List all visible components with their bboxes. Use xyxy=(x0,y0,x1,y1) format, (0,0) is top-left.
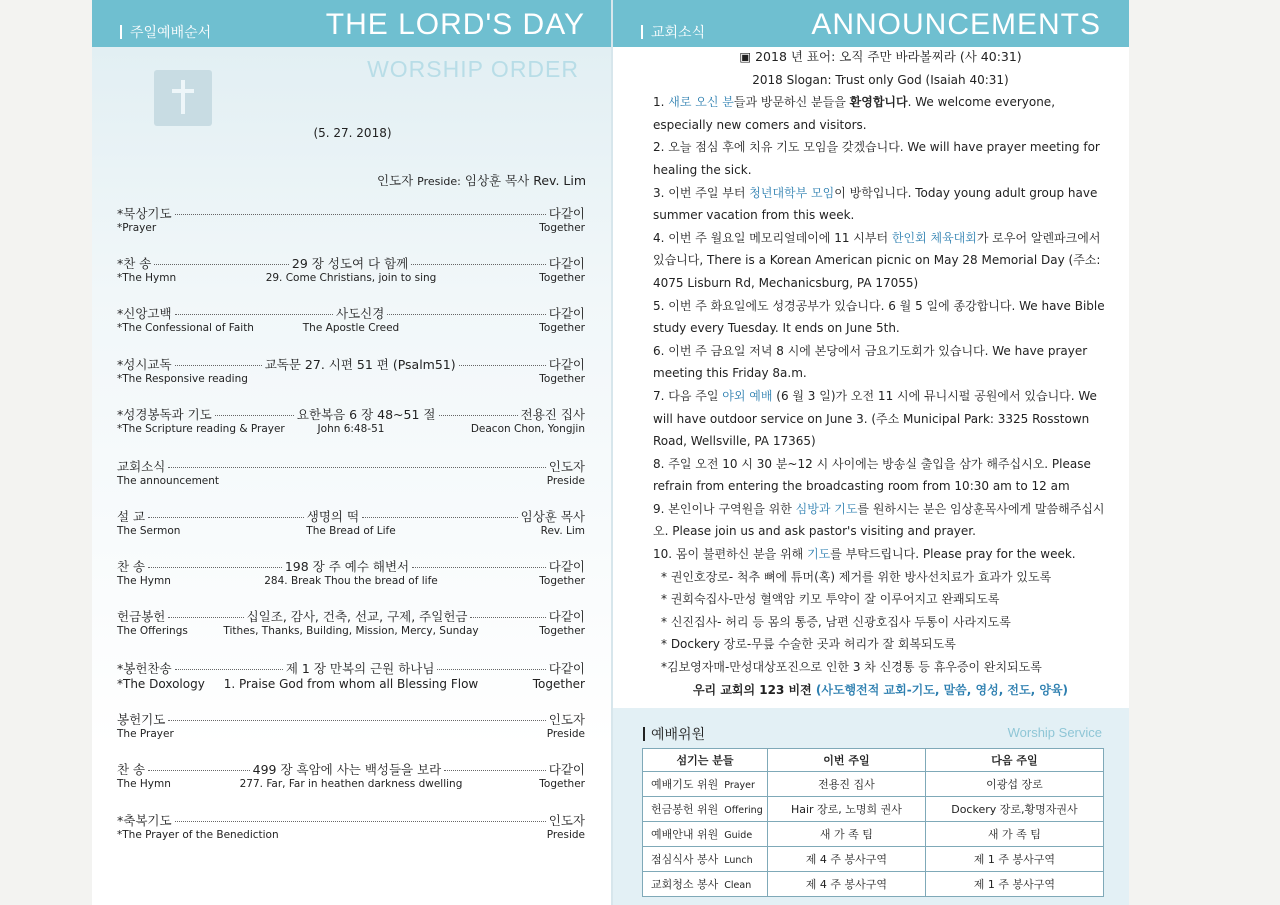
order-content-ko: 요한복음 6 장 48~51 절 xyxy=(296,407,436,422)
service-next-week: Dockery 장로,황명자권사 xyxy=(925,797,1103,822)
prayer-request-item: * 신진집사- 허리 등 몸의 통증, 남편 신광호집사 두통이 사라지도록 xyxy=(661,614,1011,629)
order-leader-en: Preside xyxy=(546,829,585,841)
order-item xyxy=(117,557,585,597)
order-leader-en: Together xyxy=(539,322,585,334)
order-part-en: The Hymn xyxy=(117,575,171,587)
announcement-item xyxy=(653,91,1108,136)
prayer-request-item: * 권인호장로- 척추 뼈에 튜머(혹) 제거를 위한 방사선치료가 효과가 있도록 xyxy=(661,569,1052,584)
order-line-korean xyxy=(117,811,585,829)
order-part-ko: 교회소식 xyxy=(117,459,166,474)
order-content-ko: 499 장 흑암에 사는 백성들을 보라 xyxy=(252,762,442,777)
order-item xyxy=(117,507,585,547)
order-leader-ko: 임상훈 목사 xyxy=(520,509,586,524)
order-leader-en: Rev. Lim xyxy=(540,525,585,537)
header-title: THE LORD'S DAY xyxy=(325,8,585,41)
table-header-row xyxy=(643,749,1104,772)
order-leader-ko: 다같이 xyxy=(548,762,585,777)
announcement-item xyxy=(653,543,1108,566)
order-leader-en: Deacon Chon, Yongjin xyxy=(470,423,585,435)
service-this-week: 제 4 주 봉사구역 xyxy=(768,872,926,897)
dotted-leader xyxy=(439,415,518,416)
announcement-item xyxy=(653,295,1108,340)
announcement-text: 2. 오늘 점심 후에 치유 기도 모임을 갖겠습니다. We will have prayer meeting for healing the sick. xyxy=(653,140,1100,177)
scan-margin-right xyxy=(1129,0,1280,905)
order-part-en: *The Hymn xyxy=(117,272,177,284)
dotted-leader xyxy=(215,415,294,416)
order-leader-ko: 다같이 xyxy=(548,306,586,321)
service-table xyxy=(642,748,1104,897)
order-part-en: *Prayer xyxy=(117,222,157,234)
announcement-highlight: 심방과 기도 xyxy=(795,501,858,516)
order-content-en: 1. Praise God from whom all Blessing Flow xyxy=(223,677,479,691)
service-date: (5. 27. 2018) xyxy=(313,126,392,140)
announcement-list xyxy=(653,46,1108,701)
order-item xyxy=(117,204,585,244)
service-role xyxy=(643,847,768,872)
order-content-ko: 제 1 장 만복의 근원 하나님 xyxy=(285,661,435,676)
vision-label: 우리 교회의 123 비젼 xyxy=(692,682,812,697)
order-part-ko: 찬 송 xyxy=(117,762,146,777)
column-header: 섬기는 분들 xyxy=(643,749,768,772)
announcement-bold: 환영합니다 xyxy=(849,95,908,110)
announcement-item xyxy=(653,136,1108,181)
order-content-en: 284. Break Thou the bread of life xyxy=(264,575,438,587)
order-leader-ko: 다같이 xyxy=(548,559,586,574)
service-role-en: Lunch xyxy=(724,855,753,866)
table-row xyxy=(643,822,1104,847)
order-line-korean xyxy=(117,557,585,575)
order-part-ko: *성시교독 xyxy=(117,357,172,372)
column-header: 다음 주일 xyxy=(925,749,1103,772)
order-part-ko: *봉헌찬송 xyxy=(117,661,172,676)
dotted-leader xyxy=(470,617,545,618)
announcement-highlight: 야외 예배 xyxy=(722,388,773,403)
dotted-leader xyxy=(444,770,546,771)
service-role-ko: 예배기도 위원 xyxy=(651,778,719,791)
order-leader-ko: 인도자 xyxy=(548,813,585,828)
announcement-text: 4. 이번 주 월요일 메모리얼데이에 11 시부터 xyxy=(653,230,892,245)
dotted-leader xyxy=(437,669,545,670)
service-title: 예배위원 xyxy=(643,724,705,744)
order-content-ko: 생명의 떡 xyxy=(306,509,360,524)
order-leader-en: Together xyxy=(539,373,585,385)
announcement-text: 3. 이번 주일 부터 xyxy=(653,185,750,200)
announcement-text: (6 월 3 일)가 오전 11 시에 뮤니시펄 공원에서 있습니다. We will have outdoor service on June 3. (주소 Municipal Park: 3325 Rosstown Road, Wellsville, PA 17365) xyxy=(653,388,1097,449)
announcement-item xyxy=(653,385,1108,453)
dotted-leader xyxy=(412,567,546,568)
order-leader-ko: 다같이 xyxy=(548,609,586,624)
announcement-item xyxy=(653,498,1108,543)
service-role-en: Offering xyxy=(724,805,763,816)
header-band xyxy=(92,0,613,47)
order-leader-en: Together xyxy=(539,778,585,790)
order-leader-ko: 다같이 xyxy=(548,357,586,372)
order-part-ko: *찬 송 xyxy=(117,256,152,271)
order-content-en: The Apostle Creed xyxy=(302,322,400,334)
announcement-text: 를 원하시는 분은 임상훈목사에게 말씀해주십시오. Please join us and ask pastor's visiting and prayer. xyxy=(653,501,1105,539)
preside-label-en: Preside: xyxy=(417,175,461,188)
announcement-item xyxy=(653,227,1108,295)
announcement-text: 5. 이번 주 화요일에도 성경공부가 있습니다. 6 월 5 일에 종강합니다. We have Bible study every Tuesday. It ends on June 5th. xyxy=(653,298,1105,336)
dotted-leader xyxy=(168,720,545,721)
order-part-en: *The Confessional of Faith xyxy=(117,322,254,334)
service-role-en: Prayer xyxy=(724,780,755,791)
order-part-en: *The Scripture reading & Prayer xyxy=(117,423,285,435)
dotted-leader xyxy=(148,567,282,568)
service-role xyxy=(643,822,768,847)
service-next-week: 제 1 주 봉사구역 xyxy=(925,872,1103,897)
order-part-en: The Offerings xyxy=(117,625,188,637)
announcement-highlight: 새로 오신 분 xyxy=(668,95,734,110)
worship-service-section xyxy=(613,708,1129,905)
scan-margin-left xyxy=(0,0,92,905)
service-role-en: Guide xyxy=(724,830,753,841)
cross-icon xyxy=(154,70,212,126)
preside-label: 인도자 xyxy=(376,173,414,188)
order-content-ko: 교독문 27. 시편 51 편 (Psalm51) xyxy=(264,357,456,372)
announcement-text: 8. 주일 오전 10 시 30 분~12 시 사이에는 방송실 출입을 삼가 해주십시오. Please refrain from entering the broadcasting room from 10:30 am to 12 am xyxy=(653,456,1091,494)
order-line-korean xyxy=(117,405,585,423)
order-part-en: The Prayer xyxy=(117,728,174,740)
order-item xyxy=(117,607,585,647)
announcement-items xyxy=(653,91,1108,565)
service-next-week: 새 가 족 팀 xyxy=(925,822,1103,847)
announcement-text: 1. xyxy=(653,95,669,110)
header-subtitle: WORSHIP ORDER xyxy=(367,56,579,82)
dotted-leader xyxy=(168,467,545,468)
order-content-ko: 사도신경 xyxy=(336,306,385,321)
service-role-ko: 예배안내 위원 xyxy=(651,828,719,841)
service-this-week: 전용진 집사 xyxy=(768,772,926,797)
order-item xyxy=(117,355,585,395)
dotted-leader xyxy=(168,617,243,618)
preside-line xyxy=(377,171,586,189)
order-line-korean xyxy=(117,607,585,625)
order-leader-ko: 다같이 xyxy=(548,661,585,676)
dotted-leader xyxy=(175,365,262,366)
dotted-leader xyxy=(362,517,518,518)
order-content-en: 277. Far, Far in heathen darkness dwelling xyxy=(239,778,463,790)
order-content-ko: 29 장 성도여 다 함께 xyxy=(291,256,409,271)
dotted-leader xyxy=(175,314,333,315)
table-row xyxy=(643,797,1104,822)
service-role-en: Clean xyxy=(724,880,752,891)
order-part-ko: 설 교 xyxy=(117,509,146,524)
service-role-ko: 헌금봉헌 위원 xyxy=(651,803,719,816)
order-line-korean xyxy=(117,304,585,322)
order-part-en: *The Doxology xyxy=(117,677,205,691)
header-band xyxy=(613,0,1129,47)
service-role xyxy=(643,872,768,897)
order-content-en: 29. Come Christians, join to sing xyxy=(265,272,437,284)
order-part-ko: *성경봉독과 기도 xyxy=(117,407,212,422)
announcement-text: 를 부탁드립니다. Please pray for the week. xyxy=(830,547,1076,562)
order-part-en: The announcement xyxy=(117,475,220,487)
announcement-text: 이 방학입니다. Today young adult group have summer vacation from this week. xyxy=(653,185,1098,223)
service-role xyxy=(643,797,768,822)
church-vision xyxy=(653,679,1108,702)
service-this-week: 새 가 족 팀 xyxy=(768,822,926,847)
order-line-korean xyxy=(117,760,585,778)
announcements-page xyxy=(613,0,1129,905)
dotted-leader xyxy=(411,264,546,265)
table-row xyxy=(643,872,1104,897)
prayer-requests xyxy=(653,566,1108,679)
announcement-highlight: 청년대학부 모임 xyxy=(749,185,835,200)
service-this-week: Hair 장로, 노명희 권사 xyxy=(768,797,926,822)
order-line-korean xyxy=(117,355,585,373)
order-item xyxy=(117,457,585,497)
prayer-request-item: * Dockery 장로-무릎 수술한 곳과 허리가 잘 회복되도록 xyxy=(661,637,956,652)
dotted-leader xyxy=(459,365,546,366)
table-row xyxy=(643,772,1104,797)
order-leader-ko: 인도자 xyxy=(548,712,585,727)
order-item xyxy=(117,710,585,750)
order-part-ko: 봉헌기도 xyxy=(117,712,166,727)
announcement-text: 가 로우어 알렌파크에서 있습니다, There is a Korean American picnic on May 28 Memorial Day (주소: 4075 Lisburn Rd, Mechanicsburg, PA 17055) xyxy=(653,230,1101,290)
slogan-english: 2018 Slogan: Trust only God (Isaiah 40:31) xyxy=(752,72,1009,87)
announcement-text: 9. 본인이나 구역원을 위한 xyxy=(653,501,796,516)
order-leader-en: Together xyxy=(539,222,585,234)
order-leader-en: Together xyxy=(539,625,585,637)
service-next-week: 이광섭 장로 xyxy=(925,772,1103,797)
service-role-ko: 점심식사 봉사 xyxy=(651,853,719,866)
announcement-text: 들과 방문하신 분들을 xyxy=(733,95,850,110)
order-content-en: John 6:48-51 xyxy=(317,423,385,435)
announcement-item xyxy=(653,340,1108,385)
dotted-leader xyxy=(148,517,304,518)
order-part-ko: 헌금봉헌 xyxy=(117,609,166,624)
dotted-leader xyxy=(387,314,545,315)
order-line-korean xyxy=(117,457,585,475)
slogan-korean: ▣ 2018 년 표어: 오직 주만 바라볼찌라 (사 40:31) xyxy=(739,49,1022,64)
column-header: 이번 주일 xyxy=(768,749,926,772)
order-leader-ko: 다같이 xyxy=(548,256,585,271)
order-leader-en: Together xyxy=(539,575,585,587)
dotted-leader xyxy=(148,770,250,771)
order-leader-en: Preside xyxy=(546,728,585,740)
order-part-en: *The Responsive reading xyxy=(117,373,248,385)
announcement-text: 6. 이번 주 금요일 저녁 8 시에 본당에서 금요기도회가 있습니다. We have prayer meeting this Friday 8a.m. xyxy=(653,343,1088,381)
header-title: ANNOUNCEMENTS xyxy=(811,8,1101,41)
order-item xyxy=(117,760,585,800)
order-part-ko: *신앙고백 xyxy=(117,306,172,321)
announcement-item xyxy=(653,453,1108,498)
order-leader-en: Preside xyxy=(546,475,585,487)
order-item xyxy=(117,254,585,294)
order-part-ko: *묵상기도 xyxy=(117,206,172,221)
order-content-en: Tithes, Thanks, Building, Mission, Mercy, Sunday xyxy=(223,625,479,637)
service-next-week: 제 1 주 봉사구역 xyxy=(925,847,1103,872)
announcement-text: 10. 몸이 불편하신 분을 위해 xyxy=(653,547,808,562)
vision-text: (사도행전적 교회-기도, 말씀, 영성, 전도, 양육) xyxy=(811,682,1069,697)
dotted-leader xyxy=(154,264,289,265)
table-row xyxy=(643,847,1104,872)
order-part-ko: *축복기도 xyxy=(117,813,172,828)
order-line-korean xyxy=(117,254,585,272)
dotted-leader xyxy=(175,669,283,670)
order-item xyxy=(117,405,585,445)
prayer-request-item: * 권회숙집사-만성 혈액암 키모 투약이 잘 이루어지고 완쾌되도록 xyxy=(661,592,1000,607)
announcement-item xyxy=(653,182,1108,227)
order-line-korean xyxy=(117,659,585,677)
order-part-en: The Sermon xyxy=(117,525,181,537)
service-role-ko: 교회청소 봉사 xyxy=(651,878,719,891)
preside-name: 임상훈 목사 Rev. Lim xyxy=(464,173,586,188)
prayer-request-item: *김보영자매-만성대상포진으로 인한 3 차 신경통 등 휴우증이 완치되도록 xyxy=(661,660,1042,675)
order-line-korean xyxy=(117,507,585,525)
dotted-leader xyxy=(175,214,546,215)
announcement-text: . We welcome everyone, especially new comers and visitors. xyxy=(653,95,1056,132)
announcement-highlight: 기도 xyxy=(807,547,831,562)
dotted-leader xyxy=(175,821,546,822)
order-leader-en: Together xyxy=(532,677,585,691)
order-leader-en: Together xyxy=(539,272,585,284)
announcement-text: 7. 다음 주일 xyxy=(653,388,723,403)
service-title-en: Worship Service xyxy=(1007,725,1102,740)
order-item xyxy=(117,659,585,699)
service-this-week: 제 4 주 봉사구역 xyxy=(768,847,926,872)
order-leader-ko: 인도자 xyxy=(548,459,585,474)
header-label: 교회소식 xyxy=(641,22,705,42)
service-role xyxy=(643,772,768,797)
order-leader-ko: 전용진 집사 xyxy=(520,407,586,422)
order-content-ko: 십일조, 감사, 건축, 선교, 구제, 주일헌금 xyxy=(246,609,468,624)
order-part-en: *The Prayer of the Benediction xyxy=(117,829,279,841)
order-line-korean xyxy=(117,710,585,728)
order-line-korean xyxy=(117,204,585,222)
order-item xyxy=(117,811,585,851)
worship-order-page xyxy=(92,0,613,905)
announcement-highlight: 한인회 체육대회 xyxy=(891,230,977,245)
order-content-en: The Bread of Life xyxy=(306,525,396,537)
order-item xyxy=(117,304,585,344)
header-label: 주일예배순서 xyxy=(120,22,211,42)
order-part-ko: 찬 송 xyxy=(117,559,146,574)
order-leader-ko: 다같이 xyxy=(548,206,585,221)
order-part-en: The Hymn xyxy=(117,778,171,790)
order-content-ko: 198 장 주 예수 해변서 xyxy=(284,559,410,574)
